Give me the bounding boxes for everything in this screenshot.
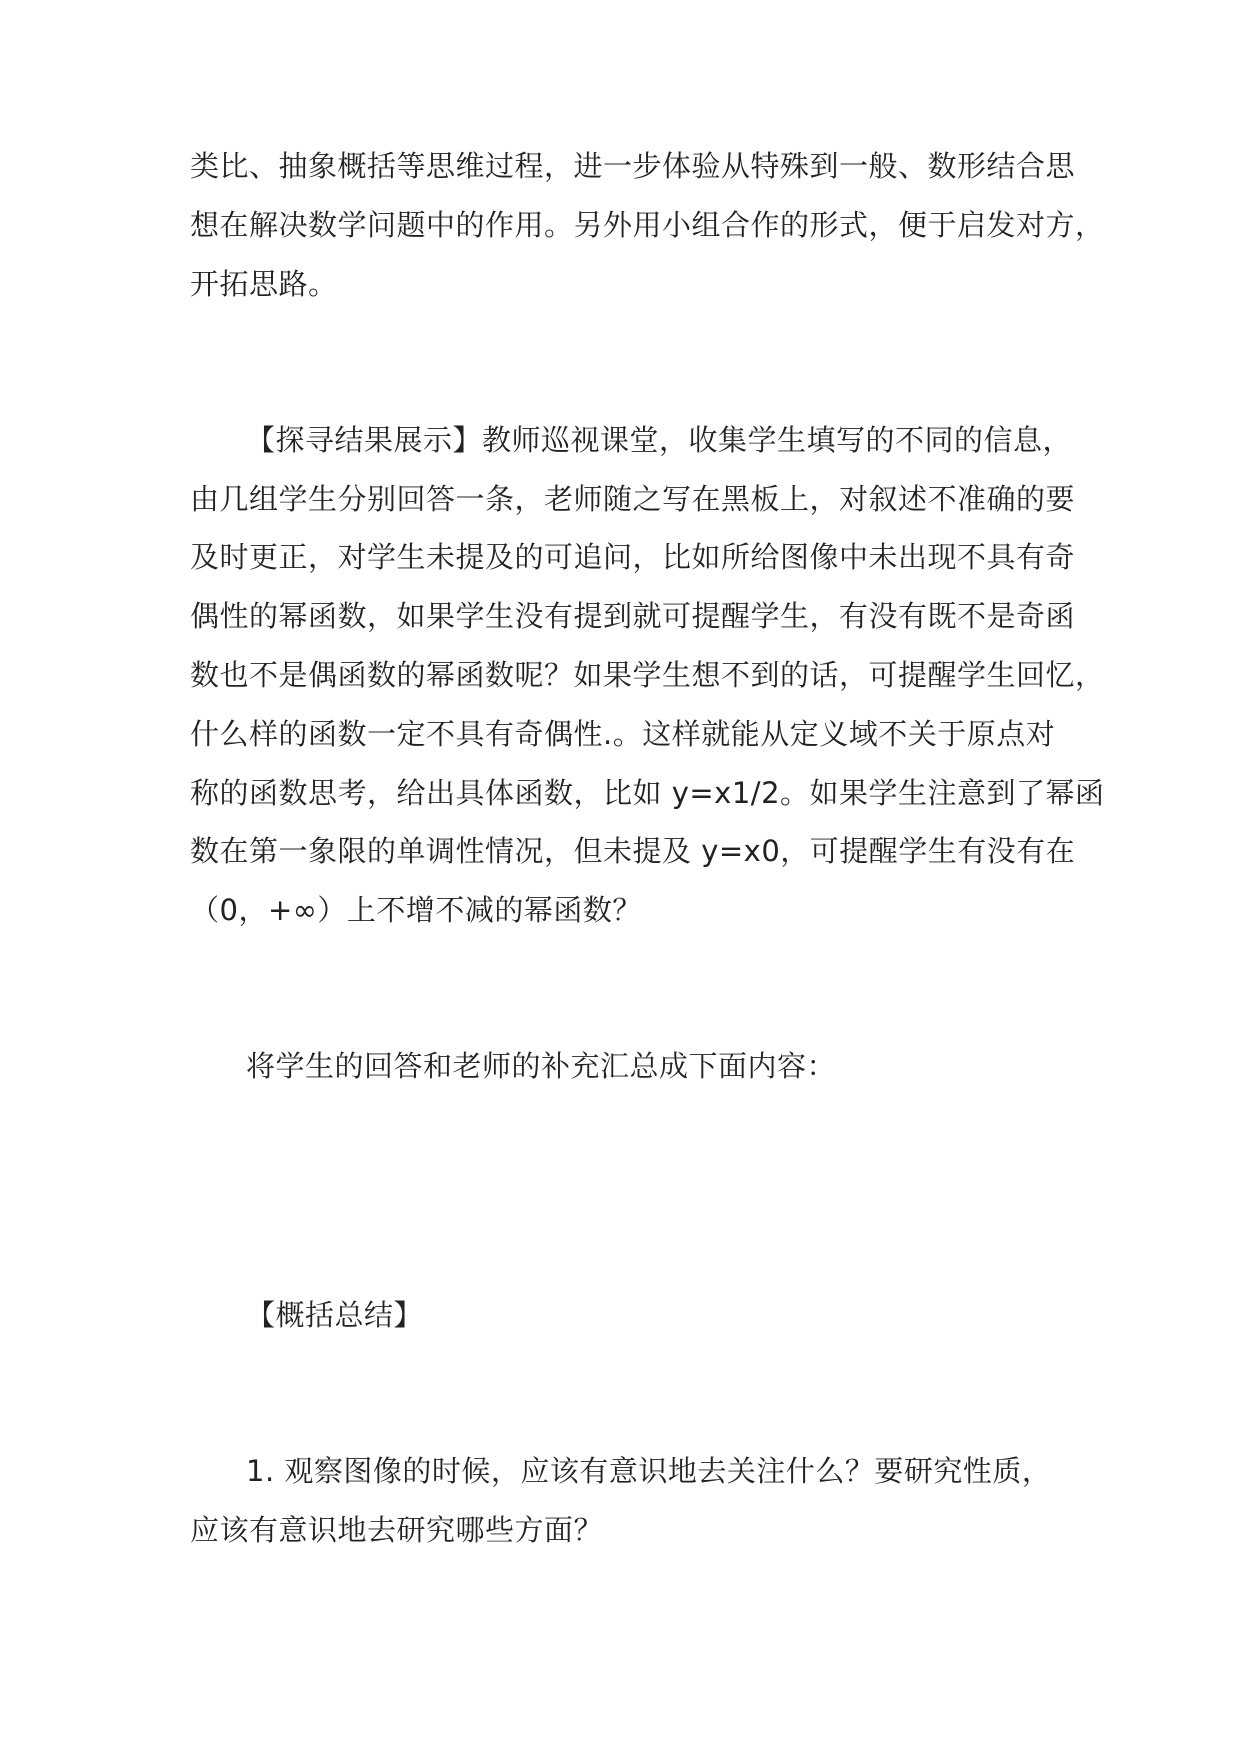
paragraph-1-line-1: 类比、抽象概括等思维过程，进一步体验从特殊到一般、数形结合思 [190,149,1076,183]
paragraph-1-line-3: 开拓思路。 [190,267,338,301]
list-item-1-line-1: 1. 观察图像的时候，应该有意识地去关注什么？要研究性质， [246,1454,1052,1488]
paragraph-2-line-9: （0，+∞）上不增不减的幂函数？ [190,893,642,927]
paragraph-2-line-4: 偶性的幂函数，如果学生没有提到就可提醒学生，有没有既不是奇函 [190,599,1076,633]
paragraph-2-line-2: 由几组学生分别回答一条，老师随之写在黑板上，对叙述不准确的要 [190,482,1076,516]
paragraph-2-line-6: 什么样的函数一定不具有奇偶性.。这样就能从定义域不关于原点对 [190,717,1056,751]
list-item-1-line-2: 应该有意识地去研究哪些方面？ [190,1513,604,1547]
paragraph-2-line-8: 数在第一象限的单调性情况，但未提及 y=x0，可提醒学生有没有在 [190,834,1076,868]
paragraph-2-line-5: 数也不是偶函数的幂函数呢？如果学生想不到的话，可提醒学生回忆， [190,658,1105,692]
paragraph-2-line-3: 及时更正，对学生未提及的可追问，比如所给图像中未出现不具有奇 [190,540,1076,574]
paragraph-2-line-7: 称的函数思考，给出具体函数，比如 y=x1/2。如果学生注意到了幂函 [190,776,1105,810]
paragraph-1-line-2: 想在解决数学问题中的作用。另外用小组合作的形式，便于启发对方， [190,208,1105,242]
paragraph-3: 将学生的回答和老师的补充汇总成下面内容： [246,1049,837,1083]
paragraph-2-line-1: 【探寻结果展示】教师巡视课堂，收集学生填写的不同的信息， [246,423,1073,457]
section-heading: 【概括总结】 [246,1298,424,1332]
